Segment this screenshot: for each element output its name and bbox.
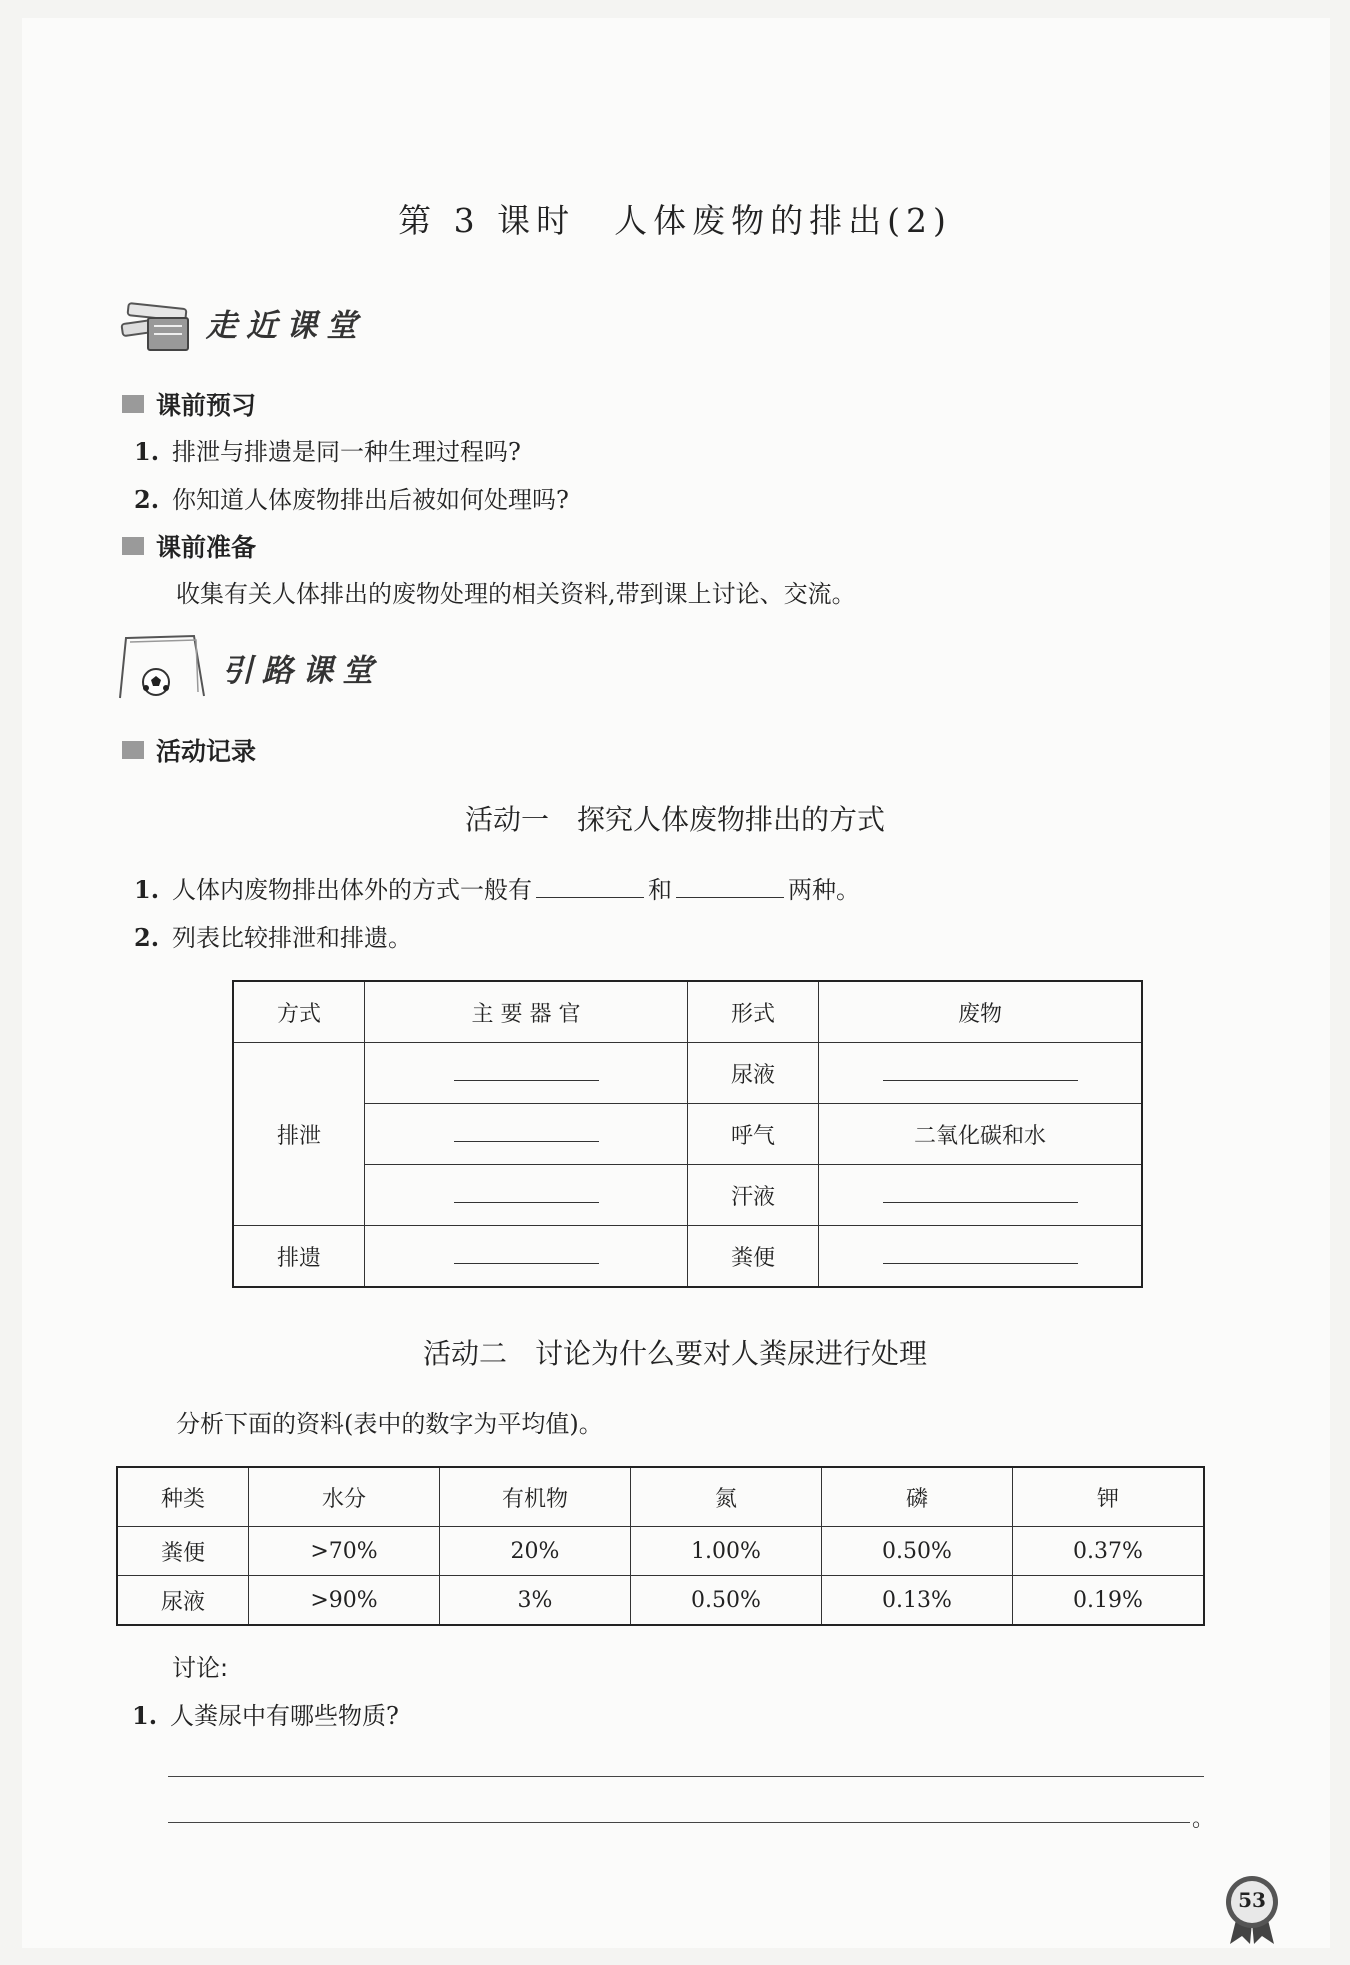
activity1-heading: 活动一 探究人体废物排出的方式	[464, 803, 885, 836]
square-bullet-icon	[122, 395, 144, 413]
table-cell: 20%	[440, 1527, 631, 1576]
question-text: 你知道人体废物排出后被如何处理吗?	[172, 486, 569, 514]
section-label: 课前准备	[156, 533, 257, 562]
table-cell: 粪便	[117, 1527, 249, 1576]
organ-cell[interactable]	[365, 1165, 688, 1226]
answer-blank[interactable]	[883, 1243, 1078, 1264]
excretion-table	[232, 980, 1143, 1288]
section-prep	[122, 528, 256, 564]
question-number: 2.	[134, 923, 160, 952]
discussion-question-1	[132, 1696, 399, 1731]
lesson-title: 第 3 课时 人体废物的排出(2)	[398, 201, 952, 240]
answer-blank[interactable]	[536, 873, 644, 898]
organ-cell[interactable]	[365, 1226, 688, 1288]
header-cell: 钾	[1013, 1467, 1205, 1527]
section-preview	[122, 386, 256, 422]
table-cell: 尿液	[117, 1576, 249, 1626]
header-cell: 废物	[819, 981, 1143, 1043]
question-text: 排泄与排遗是同一种生理过程吗?	[172, 438, 521, 466]
table-cell: 0.19%	[1013, 1576, 1205, 1626]
organ-cell[interactable]	[365, 1104, 688, 1165]
header-cell: 磷	[822, 1467, 1013, 1527]
question-number: 1.	[134, 437, 160, 466]
question-text: 人粪尿中有哪些物质?	[170, 1702, 399, 1730]
group-cell: 排泄	[233, 1043, 365, 1226]
table-header-row	[117, 1467, 1204, 1527]
header-cell: 形式	[688, 981, 819, 1043]
preview-question-1	[134, 432, 521, 467]
banner-close-to-class	[118, 290, 366, 354]
waste-cell[interactable]	[819, 1043, 1143, 1104]
square-bullet-icon	[122, 741, 144, 759]
waste-cell[interactable]	[819, 1165, 1143, 1226]
question-text: 人体内废物排出体外的方式一般有	[172, 876, 532, 904]
section-label: 课前预习	[156, 391, 257, 420]
soccer-goal-icon	[116, 632, 212, 702]
table-cell: 0.50%	[631, 1576, 822, 1626]
answer-blank[interactable]	[454, 1121, 599, 1142]
table-row	[233, 1104, 1142, 1165]
table-cell: 1.00%	[631, 1527, 822, 1576]
waste-cell: 二氧化碳和水	[819, 1104, 1143, 1165]
header-cell: 种类	[117, 1467, 249, 1527]
banner-guided-class	[116, 632, 382, 702]
table-row	[117, 1527, 1204, 1576]
header-cell: 氮	[631, 1467, 822, 1527]
form-cell: 汗液	[688, 1165, 819, 1226]
table-row	[233, 1165, 1142, 1226]
question-number: 1.	[134, 875, 160, 904]
form-cell: 尿液	[688, 1043, 819, 1104]
answer-line[interactable]	[168, 1822, 1190, 1823]
form-cell: 粪便	[688, 1226, 819, 1288]
table-cell: 3%	[440, 1576, 631, 1626]
table-cell: 0.37%	[1013, 1527, 1205, 1576]
waste-cell[interactable]	[819, 1226, 1143, 1288]
question-number: 1.	[132, 1701, 158, 1730]
composition-table	[116, 1466, 1205, 1626]
square-bullet-icon	[122, 537, 144, 555]
header-cell: 有机物	[440, 1467, 631, 1527]
books-icon	[118, 290, 198, 354]
prep-text: 收集有关人体排出的废物处理的相关资料,带到课上讨论、交流。	[176, 580, 856, 608]
table-cell: >70%	[249, 1527, 440, 1576]
section-activity-record	[122, 732, 256, 768]
activity2-intro: 分析下面的资料(表中的数字为平均值)。	[176, 1410, 603, 1438]
answer-blank[interactable]	[883, 1060, 1078, 1081]
answer-blank[interactable]	[883, 1182, 1078, 1203]
header-cell: 主 要 器 官	[365, 981, 688, 1043]
banner-text: 引路课堂	[222, 652, 382, 689]
table-cell: 0.50%	[822, 1527, 1013, 1576]
activity1-question-2	[134, 918, 412, 953]
section-label: 活动记录	[156, 737, 257, 766]
banner-text: 走近课堂	[206, 307, 366, 344]
end-period: 。	[1192, 1807, 1215, 1832]
question-number: 2.	[134, 485, 160, 514]
table-header-row	[233, 981, 1142, 1043]
question-text: 列表比较排泄和排遗。	[172, 924, 412, 952]
group-cell: 排遗	[233, 1226, 365, 1288]
discussion-label: 讨论:	[172, 1654, 229, 1682]
header-cell: 方式	[233, 981, 365, 1043]
activity2-heading: 活动二 讨论为什么要对人粪尿进行处理	[422, 1337, 927, 1370]
form-cell: 呼气	[688, 1104, 819, 1165]
preview-question-2	[134, 480, 569, 515]
table-row	[233, 1043, 1142, 1104]
answer-blank[interactable]	[454, 1182, 599, 1203]
header-cell: 水分	[249, 1467, 440, 1527]
table-cell: 0.13%	[822, 1576, 1013, 1626]
answer-blank[interactable]	[676, 873, 784, 898]
page-number-badge	[1222, 1874, 1282, 1946]
question-text: 两种。	[788, 876, 860, 904]
table-row	[117, 1576, 1204, 1626]
table-row	[233, 1226, 1142, 1288]
answer-blank[interactable]	[454, 1060, 599, 1081]
page-number: 53	[1238, 1888, 1266, 1912]
answer-blank[interactable]	[454, 1243, 599, 1264]
question-text: 和	[648, 876, 672, 904]
activity1-question-1	[134, 870, 860, 905]
organ-cell[interactable]	[365, 1043, 688, 1104]
table-cell: >90%	[249, 1576, 440, 1626]
answer-line[interactable]	[168, 1776, 1204, 1777]
